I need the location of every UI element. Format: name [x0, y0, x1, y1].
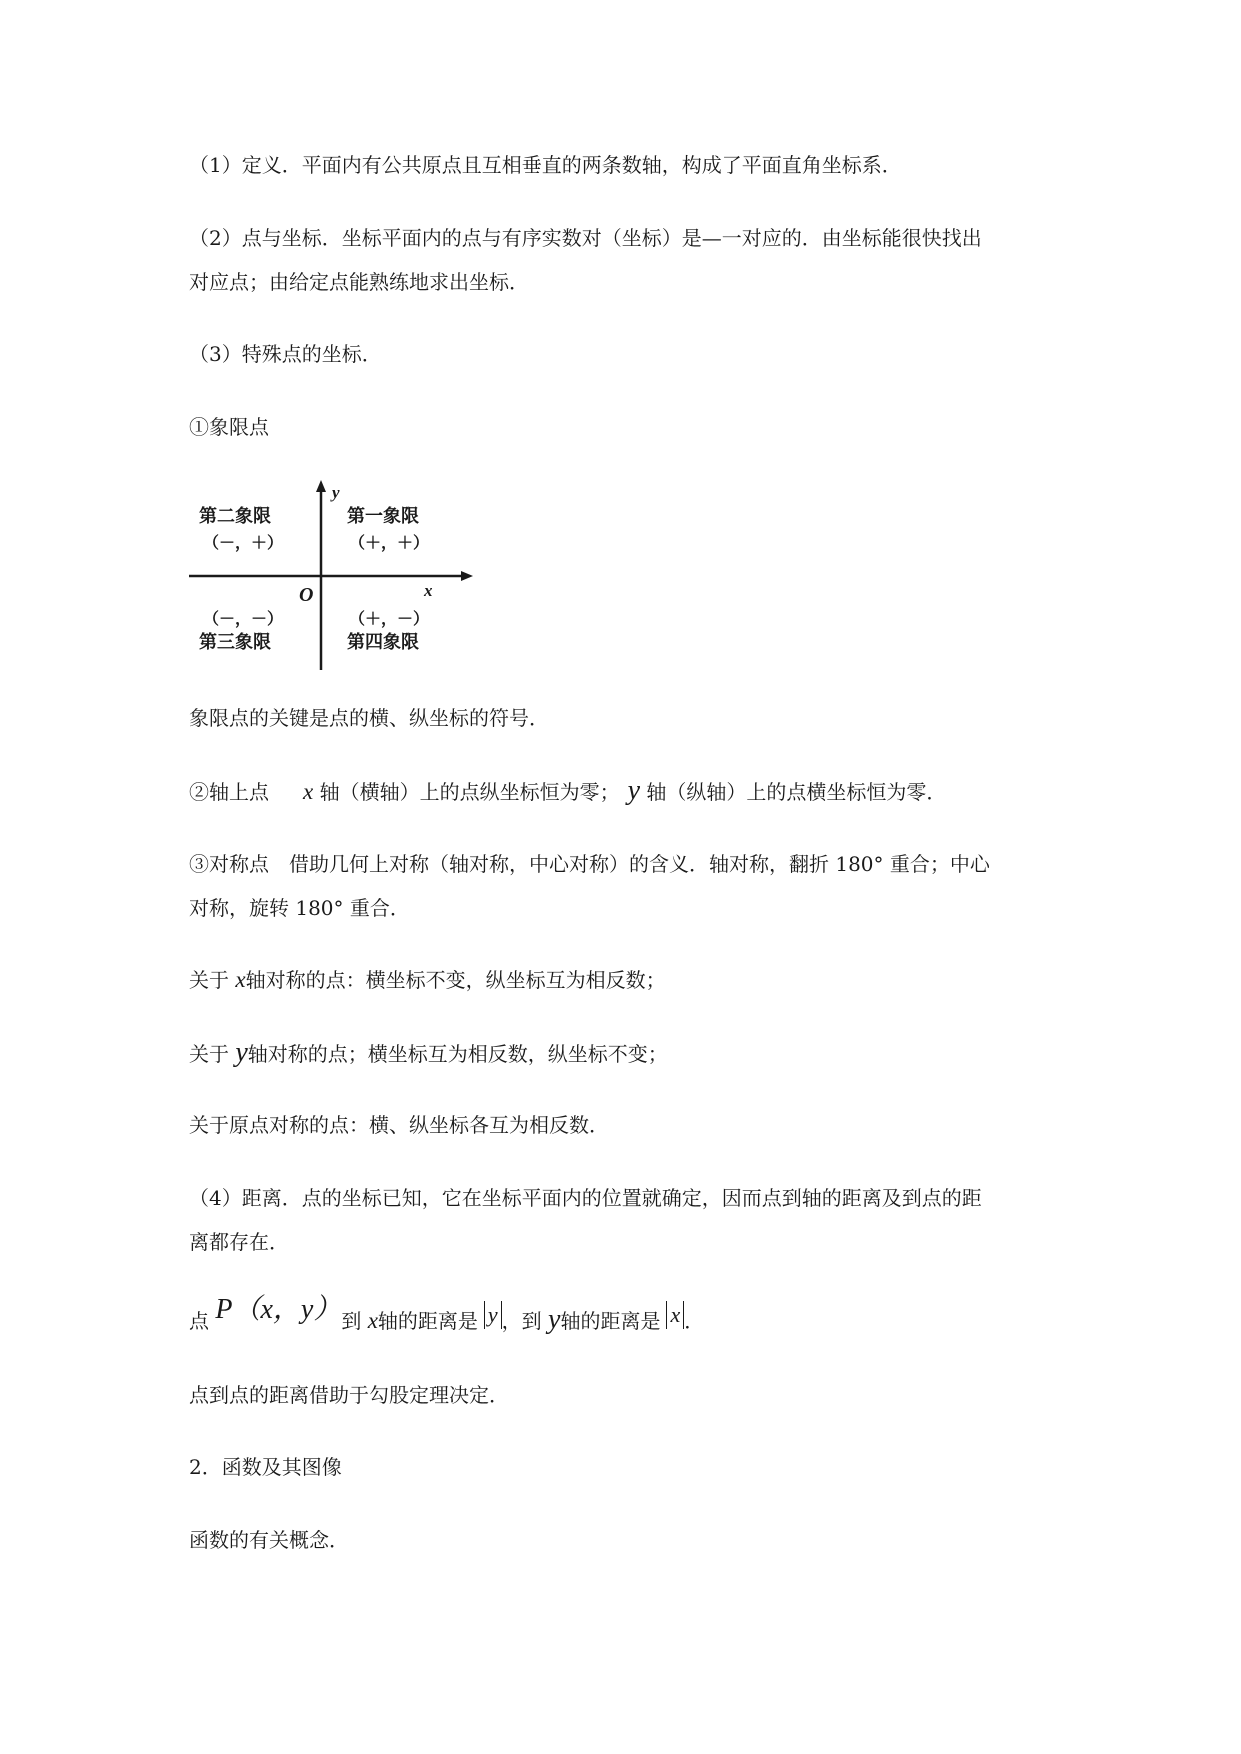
y-axis-symmetry-paragraph	[189, 1033, 1059, 1074]
point-distance-formula	[189, 1294, 1059, 1341]
point-coordinate-paragraph-line2: 对应点；由给定点能熟练地求出坐标．	[189, 270, 529, 294]
y-distance-text: 轴的距离是	[560, 1309, 661, 1333]
y-variable: y	[548, 1304, 561, 1335]
symmetric-points-paragraph-line1: ③对称点 借助几何上对称（轴对称，中心对称）的含义．轴对称，翻折 180° 重合；中心	[189, 852, 990, 876]
pythagorean-paragraph: 点到点的距离借助于勾股定理决定．	[189, 1383, 509, 1407]
about-text: 关于	[189, 1042, 229, 1066]
quadrant-3-sign: （－，－）	[203, 609, 284, 628]
x-variable: x	[303, 779, 314, 804]
y-variable: y	[627, 775, 641, 806]
x-distance-text: 轴的距离是	[377, 1309, 478, 1333]
function-concepts-heading: 函数的有关概念．	[189, 1528, 349, 1552]
axis-points-paragraph	[189, 771, 1059, 812]
functions-section-heading: 2．函数及其图像	[189, 1455, 342, 1479]
y-symmetry-text: 轴对称的点；横坐标互为相反数，纵坐标不变；	[247, 1042, 668, 1066]
special-points-heading: （3）特殊点的坐标．	[189, 342, 382, 366]
to-text: 到	[341, 1309, 362, 1333]
abs-y-expression: y	[484, 1301, 502, 1329]
x-axis-arrow	[461, 571, 473, 581]
point-text: 点	[189, 1309, 209, 1333]
quadrant-4-name: 第四象限	[347, 632, 419, 653]
x-variable: x	[235, 967, 246, 992]
quadrant-2-sign: （－，＋）	[203, 533, 284, 552]
comma-to-text: ，到	[501, 1309, 542, 1333]
quadrant-3-name: 第三象限	[199, 632, 271, 653]
abs-x-expression: x	[666, 1301, 684, 1329]
distance-paragraph-line2: 离都存在．	[189, 1230, 289, 1254]
about-text: 关于	[189, 968, 229, 992]
x-axis-text: 轴（横轴）上的点纵坐标恒为零；	[319, 780, 620, 804]
x-axis-label: x	[424, 581, 433, 600]
quadrant-4-sign: （＋，－）	[349, 609, 430, 628]
quadrant-points-heading: ①象限点	[189, 415, 269, 439]
y-axis-text: 轴（纵轴）上的点横坐标恒为零．	[646, 780, 947, 804]
point-p-expression: P（x，y）	[215, 1294, 342, 1325]
y-axis-arrow	[316, 480, 326, 492]
period-text: ．	[684, 1309, 705, 1333]
axis-points-label: ②轴上点	[189, 780, 269, 804]
quadrant-key-paragraph: 象限点的关键是点的横、纵坐标的符号．	[189, 706, 549, 730]
definition-paragraph: （1）定义．平面内有公共原点且互相垂直的两条数轴，构成了平面直角坐标系．	[189, 153, 902, 177]
y-axis-label: y	[332, 483, 340, 502]
x-variable: x	[367, 1308, 378, 1333]
origin-symmetry-paragraph: 关于原点对称的点：横、纵坐标各互为相反数．	[189, 1113, 609, 1137]
quadrant-2-name: 第二象限	[199, 506, 271, 527]
origin-label: O	[299, 584, 314, 606]
symmetric-points-paragraph-line2: 对称，旋转 180° 重合．	[189, 896, 410, 920]
quadrant-1-name: 第一象限	[347, 506, 419, 527]
x-axis-symmetry-paragraph	[189, 960, 1059, 1000]
quadrant-diagram	[189, 474, 479, 670]
point-coordinate-paragraph-line1: （2）点与坐标．坐标平面内的点与有序实数对（坐标）是—一对应的．由坐标能很快找出	[189, 226, 982, 250]
y-variable: y	[235, 1037, 248, 1068]
distance-paragraph-line1: （4）距离．点的坐标已知，它在坐标平面内的位置就确定，因而点到轴的距离及到点的距	[189, 1186, 982, 1210]
quadrant-1-sign: （＋，＋）	[349, 533, 430, 552]
x-symmetry-text: 轴对称的点：横坐标不变，纵坐标互为相反数；	[245, 968, 666, 992]
